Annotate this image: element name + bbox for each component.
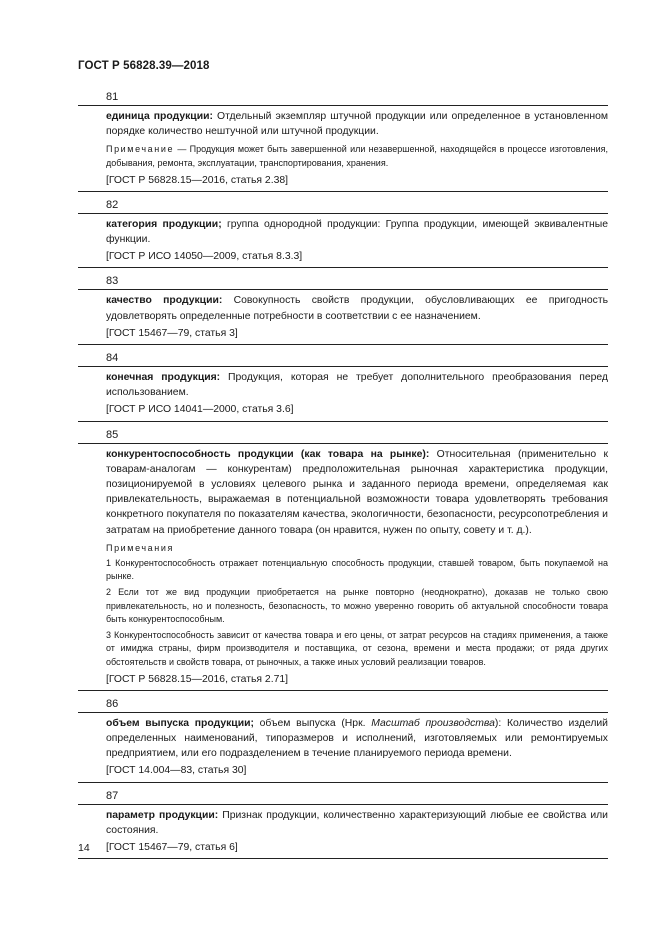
definition: [106, 217, 608, 247]
term: единица продукции:: [106, 111, 213, 122]
entry-number: 87: [106, 789, 119, 802]
term: категория продукции;: [106, 218, 222, 230]
note-text: — Продукция может быть завершенной или незавершенной, находящейся в процессе изготовления, добывания, ремонта, эксплуатации, транспортирования, хранения.: [106, 144, 608, 168]
entry-box: [78, 366, 608, 422]
term: конкурентоспособность продукции (как товара на рынке):: [106, 448, 430, 460]
entry-box: [78, 804, 608, 860]
definition-text-b: ): Количество изделий определенных наименований, типоразмеров и исполнений, изготовляемых или ремонтируемых предприятием, или его подразделением в течение планируемого периода времени.: [106, 717, 608, 760]
note-2: 2 Если тот же вид продукции приобретается на рынке повторно (неоднократно), доказав не только свою привлекательность, но и полезность, безопасность, то можно уверенно говорить об актуальной способности товара быть конкурентоспособным.: [106, 587, 608, 625]
term-entry-82: [78, 192, 608, 269]
entry-number: 81: [106, 91, 119, 103]
source-reference: [ГОСТ Р ИСО 14050—2009, статья 8.3.3]: [106, 251, 303, 263]
entry-box: [78, 105, 608, 192]
source-reference: [ГОСТ 14.004—83, статья 30]: [106, 765, 247, 777]
term-entry-84: [78, 345, 608, 422]
deprecated-term: Масштаб производства: [371, 717, 495, 729]
terms-list: [78, 84, 608, 859]
entry-box: [78, 213, 608, 269]
term-entry-81: [78, 84, 608, 192]
note-3: 3 Конкурентоспособность зависит от качества товара и его цены, от затрат ресурсов на стадиях применения, а также от имиджа страны, фирм производителя и поставщика, от сезона, времени и места продажи; от ряда других обстоятельств и свойств товара, от рыночных, а также иных условий реализации товаров.: [106, 629, 608, 667]
entry-box: [78, 289, 608, 345]
definition-text: группа однородной продукции: Группа продукции, имеющей эквивалентные функции.: [106, 218, 608, 245]
source-reference: [ГОСТ 15467—79, статья 6]: [106, 842, 238, 854]
entry-box: [78, 443, 608, 691]
source-reference: [ГОСТ Р 56828.15—2016, статья 2.38]: [106, 174, 289, 186]
entry-number: 83: [106, 275, 119, 288]
term: конечная продукция:: [106, 372, 221, 384]
document-header: ГОСТ Р 56828.39—2018: [78, 60, 210, 72]
source-reference: [ГОСТ Р ИСО 14041—2000, статья 3.6]: [106, 404, 294, 416]
definition-text: Совокупность свойств продукции, обусловливающих ее пригодность удовлетворять определенные потребности в соответствии с ее назначением.: [106, 295, 608, 322]
term-entry-87: [78, 783, 608, 860]
entry-number: 84: [106, 352, 119, 365]
definition-text: Признак продукции, количественно характеризующий любые ее свойства или состояния.: [106, 809, 608, 836]
definition: [106, 808, 608, 838]
source-reference: [ГОСТ 15467—79, статья 3]: [106, 327, 238, 339]
definition: [106, 370, 608, 400]
entry-box: [78, 712, 608, 783]
page-number: 14: [78, 842, 90, 854]
entry-number: 86: [106, 697, 119, 710]
term-entry-85: [78, 422, 608, 691]
term: объем выпуска продукции;: [106, 717, 254, 729]
term: качество продукции:: [106, 295, 223, 307]
definition: [106, 447, 608, 538]
definition-text: Относительная (применительно к товарам-аналогам — конкурентам) предположительная рыночная характеристика продукции, позиционируемой в условиях целевого рынка и заданного периода времени, определяемая как привлекательность, выражаемая в потенциальной возможности товара удовлетворять требования конкретного покупателя по показателям качества, экологичности, безопасности, ресурсопотребления и затратам на приобретение данного товара (он нравится, нужен по опыту, совету и т. д.).: [106, 448, 608, 536]
term-entry-86: [78, 691, 608, 783]
definition-text: Продукция, которая не требует дополнительного преобразования перед использованием.: [106, 372, 608, 399]
notes-heading: Примечания: [106, 542, 174, 553]
entry-number: 82: [106, 198, 119, 211]
definition-text: Отдельный экземпляр штучной продукции или определенное в установленном порядке количество нештучной или штучной продукции.: [106, 111, 608, 138]
term-entry-83: [78, 268, 608, 345]
definition: [106, 716, 608, 762]
note-1: 1 Конкурентоспособность отражает потенциальную способность продукции, ставшей товаром, быть покупаемой на рынке.: [106, 557, 608, 582]
term: параметр продукции:: [106, 809, 219, 821]
note: [106, 143, 608, 170]
source-reference: [ГОСТ Р 56828.15—2016, статья 2.71]: [106, 673, 289, 685]
definition: [106, 109, 608, 139]
note-label: Примечание: [106, 144, 175, 155]
definition-text-a: объем выпуска (Нрк.: [253, 717, 372, 729]
definition: [106, 293, 608, 323]
entry-number: 85: [106, 428, 119, 441]
